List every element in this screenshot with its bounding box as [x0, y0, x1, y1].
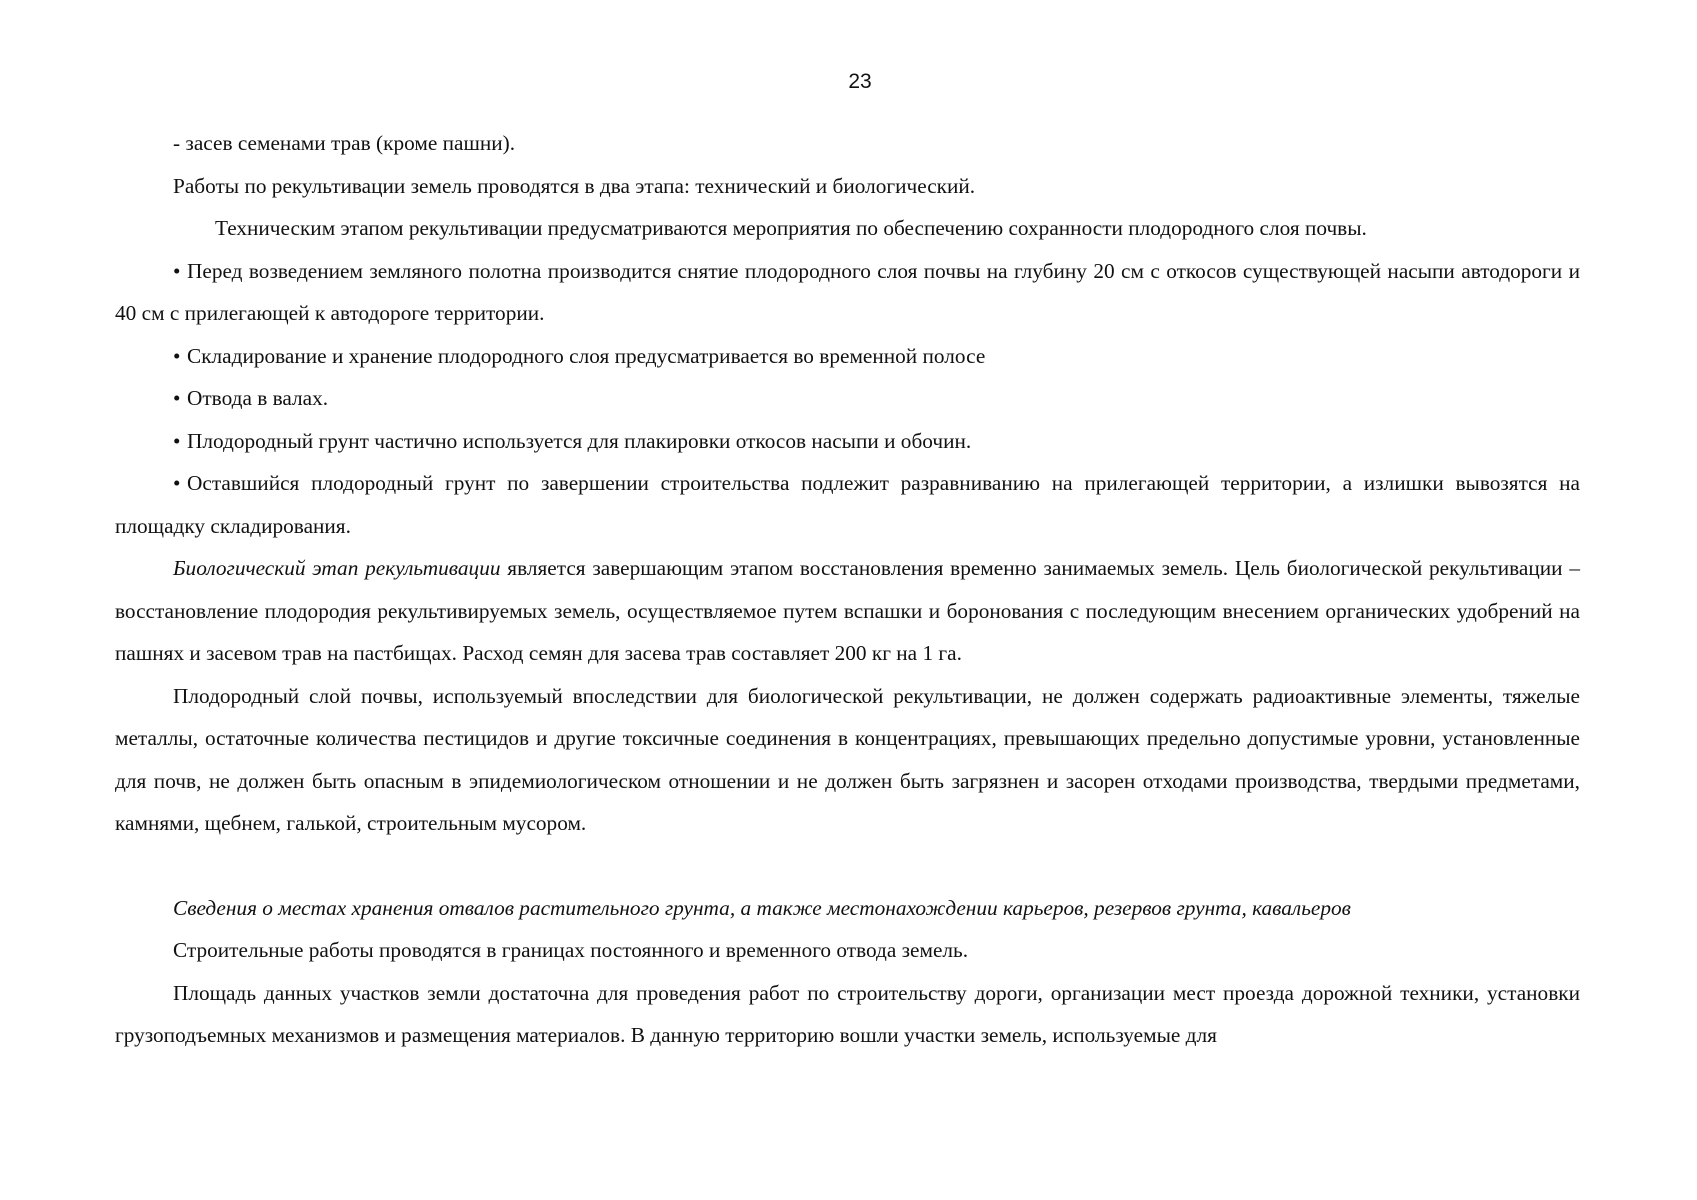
paragraph-technical-stage: Техническим этапом рекультивации предусматриваются мероприятия по обеспечению сохранности плодородного слоя почвы. — [215, 216, 1367, 240]
paragraph-area-sufficiency: Площадь данных участков земли достаточна для проведения работ по строительству дороги, организации мест проезда дорожной техники, установки грузоподъемных механизмов и размещения материалов. В данную территорию вошли участки земель, используемые для — [115, 980, 1580, 1047]
bullet-item-topsoil-removal — [115, 250, 1580, 335]
paragraph-work-boundaries: Строительные работы проводятся в границах постоянного и временного отвода земель. — [173, 938, 969, 962]
bullet-text: Перед возведением земляного полотна производится снятие плодородного слоя почвы на глубину 20 см с откосов существующей насыпи автодороги и 40 см с прилегающей к автодороге территории. — [115, 258, 1580, 325]
paragraph-two-stages: Работы по рекультивации земель проводятся в два этапа: технический и биологический. — [173, 173, 976, 198]
bullet-icon: • — [173, 258, 181, 283]
section-title: Сведения о местах хранения отвалов растительного грунта, а также местонахождении карьеров, резервов грунта, кавальеров — [173, 895, 1351, 920]
bullet-text: Складирование и хранение плодородного слоя предусматривается во временной полосе — [187, 343, 986, 368]
bullet-item-remaining-soil — [115, 462, 1580, 547]
page-number: 23 — [848, 70, 872, 93]
bullet-text: Отвода в валах. — [187, 386, 329, 410]
bullet-icon: • — [173, 471, 181, 495]
bullet-item-allotment — [115, 377, 1580, 420]
bullet-text: Плодородный грунт частично используется для плакировки откосов насыпи и обочин. — [187, 428, 972, 453]
bullet-text: Оставшийся плодородный грунт по завершении строительства подлежит разравниванию на прилегающей территории, а излишки вывозятся на площадку складирования. — [115, 471, 1580, 538]
biological-stage-text: является завершающим этапом восстановления временно занимаемых земель. Цель биологической рекультивации – восстановление плодородия рекультивируемых земель, осуществляемое путем вспашки и боронования с последующим внесением органических удобрений на пашнях и засевом трав на пастбищах. Расход семян для засева трав составляет 200 кг на 1 га. — [115, 556, 1580, 665]
document-body — [115, 122, 1580, 1057]
bullet-icon: • — [173, 428, 181, 453]
paragraph-biological-stage — [115, 547, 1580, 675]
bullet-icon: • — [173, 343, 181, 368]
bullet-item-storage — [115, 335, 1580, 378]
paragraph-topsoil-requirements: Плодородный слой почвы, используемый впоследствии для биологической рекультивации, не должен содержать радиоактивные элементы, тяжелые металлы, остаточные количества пестицидов и другие токсичные соединения в концентрациях, превышающих предельно допустимые уровни, установленные для почв, не должен быть опасным в эпидемиологическом отношении и не должен быть загрязнен и засорен отходами производства, твердыми предметами, камнями, щебнем, галькой, строительным мусором. — [115, 683, 1580, 835]
bullet-item-slope-cladding — [115, 420, 1580, 463]
paragraph-grass-sowing: - засев семенами трав (кроме пашни). — [173, 131, 516, 155]
bullet-icon: • — [173, 386, 181, 410]
biological-stage-term: Биологический этап рекультивации — [173, 556, 501, 580]
